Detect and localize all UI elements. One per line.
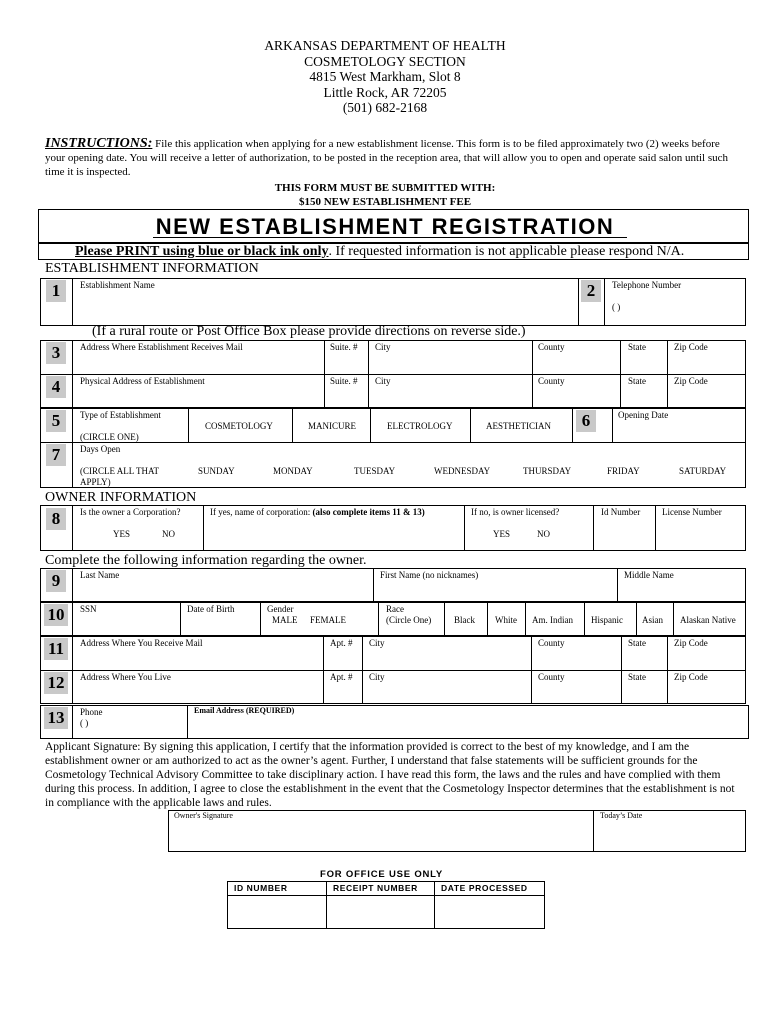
divider: [531, 636, 532, 704]
license-number-label: License Number: [662, 507, 722, 517]
divider: [655, 505, 656, 551]
item-number-9: 9: [46, 570, 66, 592]
office-col-id-number: ID NUMBER: [234, 883, 288, 893]
divider: [434, 881, 435, 929]
county-label: County: [538, 342, 565, 352]
divider: [620, 340, 621, 408]
signature-box: [168, 810, 746, 852]
corporation-name-label: [210, 507, 425, 517]
telephone-label: Telephone Number: [612, 280, 682, 290]
form-title: NEW ESTABLISHMENT REGISTRATION: [155, 214, 615, 239]
owner-heading: OWNER INFORMATION: [45, 490, 197, 505]
zip-label: Zip Code: [674, 342, 708, 352]
rows-type-and-days: [40, 408, 746, 488]
divider: [72, 340, 73, 408]
divider: [532, 340, 533, 408]
section-name: COSMETOLOGY SECTION: [304, 53, 466, 69]
divider: [612, 408, 613, 442]
establishment-heading: ESTABLISHMENT INFORMATION: [45, 261, 259, 276]
divider: [72, 505, 73, 551]
apt-label: Apt. #: [330, 638, 353, 648]
live-address-label: Address Where You Live: [80, 672, 171, 682]
divider: [188, 408, 189, 442]
divider: [444, 602, 445, 636]
instructions-label: INSTRUCTIONS:: [45, 136, 153, 151]
divider: [572, 408, 573, 442]
divider: [72, 568, 73, 602]
circle-one-note: (CIRCLE ONE): [80, 432, 139, 442]
divider: [187, 705, 188, 739]
divider: [667, 636, 668, 704]
mail-address-label: Address Where Establishment Receives Mail: [80, 342, 243, 352]
county-label: County: [538, 376, 565, 386]
divider: [617, 568, 618, 602]
agency-header: [0, 38, 770, 116]
type-option-cosmetology[interactable]: COSMETOLOGY: [205, 421, 273, 431]
county-label: County: [538, 638, 565, 648]
telephone-parens: ( ): [612, 302, 621, 312]
certification-statement: Applicant Signature: By signing this application, I certify that the information provided is correct to the best of my knowledge, and I am the establishment owner or am authorized to act as the owner’s agent. Further, I understand that false statements will be sufficient grounds for the Cosmetology Technical Advisory Committee to take disciplinary action. I have read this form, the laws and the rules and have complied with them during this process. In addition, I agree to close the establishment in the event that the Cosmetology Inspector determines that the establishment is not in compliance with the applicable laws and rules.: [45, 741, 735, 809]
day-option-wednesday[interactable]: WEDNESDAY: [434, 466, 491, 476]
corporation-no-option[interactable]: NO: [162, 529, 175, 539]
city-label: City: [375, 376, 391, 386]
race-option-am-indian[interactable]: Am. Indian: [532, 615, 573, 625]
divider: [180, 602, 181, 636]
print-note-strong: Please PRINT using blue or black ink only: [75, 244, 329, 259]
print-note: [75, 244, 684, 260]
race-option-alaskan-native[interactable]: Alaskan Native: [680, 615, 736, 625]
divider: [72, 705, 73, 739]
city-label: City: [369, 672, 385, 682]
owner-signature-label: Owner's Signature: [174, 811, 233, 820]
zip-label: Zip Code: [674, 672, 708, 682]
state-label: State: [628, 672, 646, 682]
divider: [72, 408, 73, 488]
days-open-label: Days Open: [80, 444, 121, 454]
agency-name: ARKANSAS DEPARTMENT OF HEALTH: [264, 38, 506, 53]
divider: [326, 881, 327, 929]
licensed-question: If no, is owner licensed?: [471, 507, 560, 517]
item-number-7: 7: [46, 444, 66, 466]
rural-note: (If a rural route or Post Office Box please provide directions on reverse side.): [92, 324, 526, 339]
divider: [578, 278, 579, 326]
last-name-label: Last Name: [80, 570, 120, 580]
divider: [368, 340, 369, 408]
type-option-aesthetician[interactable]: AESTHETICIAN: [486, 421, 551, 431]
apt-label: Apt. #: [330, 672, 353, 682]
race-circle-note: (Circle One): [386, 615, 432, 625]
divider: [487, 602, 488, 636]
office-use-heading: FOR OFFICE USE ONLY: [320, 869, 444, 880]
title-underline: [153, 237, 627, 238]
divider: [292, 408, 293, 442]
divider: [464, 505, 465, 551]
owner-phone-parens: ( ): [80, 718, 89, 728]
divider: [323, 636, 324, 704]
divider: [324, 340, 325, 408]
divider: [621, 636, 622, 704]
divider: [378, 602, 379, 636]
office-col-receipt-number: RECEIPT NUMBER: [333, 883, 418, 893]
divider: [72, 602, 73, 636]
submit-note-line1: THIS FORM MUST BE SUBMITTED WITH:: [274, 182, 496, 194]
item-number-8: 8: [46, 508, 66, 530]
id-number-label: Id Number: [601, 507, 641, 517]
type-option-manicure[interactable]: MANICURE: [308, 421, 357, 431]
divider: [72, 636, 73, 704]
item-number-11: 11: [44, 638, 68, 660]
submit-note-line2: $150 NEW ESTABLISHMENT FEE: [298, 196, 472, 208]
office-col-date-processed: DATE PROCESSED: [441, 883, 528, 893]
owner-phone-label: Phone: [80, 707, 103, 717]
gender-female-option[interactable]: FEMALE: [310, 615, 346, 625]
divider: [667, 340, 668, 408]
licensed-no-option[interactable]: NO: [537, 529, 550, 539]
licensed-yes-option[interactable]: YES: [493, 529, 511, 539]
divider: [593, 810, 594, 852]
divider: [370, 408, 371, 442]
item-number-4: 4: [46, 376, 66, 398]
day-option-tuesday[interactable]: TUESDAY: [354, 466, 396, 476]
street-address: 4815 West Markham, Slot 8: [309, 69, 461, 84]
item-number-3: 3: [46, 342, 66, 364]
day-option-monday[interactable]: MONDAY: [273, 466, 313, 476]
gender-label: Gender: [267, 604, 294, 614]
suite-label: Suite. #: [330, 342, 358, 352]
day-option-saturday[interactable]: SATURDAY: [679, 466, 727, 476]
race-option-asian[interactable]: Asian: [642, 615, 663, 625]
circle-all-note: (CIRCLE ALL THAT: [80, 466, 159, 476]
row-owner-contact: [40, 705, 749, 739]
todays-date-label: Today’s Date: [600, 811, 643, 820]
corporation-name-note: (also complete items 11 & 13): [312, 507, 425, 517]
owner-complete-note: Complete the following information regarding the owner.: [45, 553, 367, 568]
zip-label: Zip Code: [674, 376, 708, 386]
establishment-type-label: Type of Establishment: [80, 410, 161, 420]
divider: [470, 408, 471, 442]
opening-date-label: Opening Date: [618, 410, 669, 420]
divider: [593, 505, 594, 551]
divider: [636, 602, 637, 636]
print-note-rest: . If requested information is not applicable please respond N/A.: [328, 244, 685, 259]
divider: [227, 895, 545, 896]
suite-label: Suite. #: [330, 376, 358, 386]
middle-name-label: Middle Name: [624, 570, 674, 580]
apply-note: APPLY): [80, 477, 111, 487]
establishment-name-label: Establishment Name: [80, 280, 155, 290]
corporation-question: Is the owner a Corporation?: [80, 507, 181, 517]
type-option-electrology[interactable]: ELECTROLOGY: [387, 421, 453, 431]
county-label: County: [538, 672, 565, 682]
corporation-name-text: If yes, name of corporation:: [210, 507, 313, 517]
race-option-white[interactable]: White: [495, 615, 517, 625]
physical-address-label: Physical Address of Establishment: [80, 376, 205, 386]
divider: [40, 670, 746, 671]
state-label: State: [628, 376, 646, 386]
race-option-hispanic[interactable]: Hispanic: [591, 615, 623, 625]
item-number-6: 6: [576, 410, 596, 432]
city-state-zip: Little Rock, AR 72205: [323, 84, 447, 100]
zip-label: Zip Code: [674, 638, 708, 648]
gender-male-option[interactable]: MALE: [272, 615, 298, 625]
divider: [373, 568, 374, 602]
divider: [40, 442, 746, 443]
item-number-5: 5: [46, 410, 66, 432]
day-option-friday[interactable]: FRIDAY: [607, 466, 640, 476]
day-option-thursday[interactable]: THURSDAY: [523, 466, 572, 476]
item-number-10: 10: [44, 604, 68, 626]
divider: [203, 505, 204, 551]
state-label: State: [628, 638, 646, 648]
item-number-12: 12: [44, 672, 68, 694]
instructions-text: File this application when applying for a new establishment license. This form is to be filed approximately two (2) weeks before your opening date. You will receive a letter of authorization, to be posted in the reception area, that will allow you to open and operate said salon until such time it is inspected.: [45, 138, 729, 178]
city-label: City: [375, 342, 391, 352]
divider: [525, 602, 526, 636]
ssn-label: SSN: [80, 604, 97, 614]
divider: [362, 636, 363, 704]
divider: [584, 602, 585, 636]
city-label: City: [369, 638, 385, 648]
receive-mail-label: Address Where You Receive Mail: [80, 638, 203, 648]
day-option-sunday[interactable]: SUNDAY: [198, 466, 235, 476]
item-number-13: 13: [44, 707, 68, 729]
race-option-black[interactable]: Black: [454, 615, 475, 625]
divider: [673, 602, 674, 636]
item-number-1: 1: [46, 280, 66, 302]
race-label: Race: [386, 604, 404, 614]
email-label: Email Address (REQUIRED): [194, 706, 295, 715]
item-number-2: 2: [581, 280, 601, 302]
divider: [260, 602, 261, 636]
agency-phone: (501) 682-2168: [342, 100, 428, 115]
instructions: [45, 137, 735, 179]
divider: [40, 374, 746, 375]
first-name-label: First Name (no nicknames): [380, 570, 479, 580]
divider: [604, 278, 605, 326]
date-of-birth-label: Date of Birth: [187, 604, 235, 614]
divider: [72, 278, 73, 326]
state-label: State: [628, 342, 646, 352]
corporation-yes-option[interactable]: YES: [113, 529, 131, 539]
